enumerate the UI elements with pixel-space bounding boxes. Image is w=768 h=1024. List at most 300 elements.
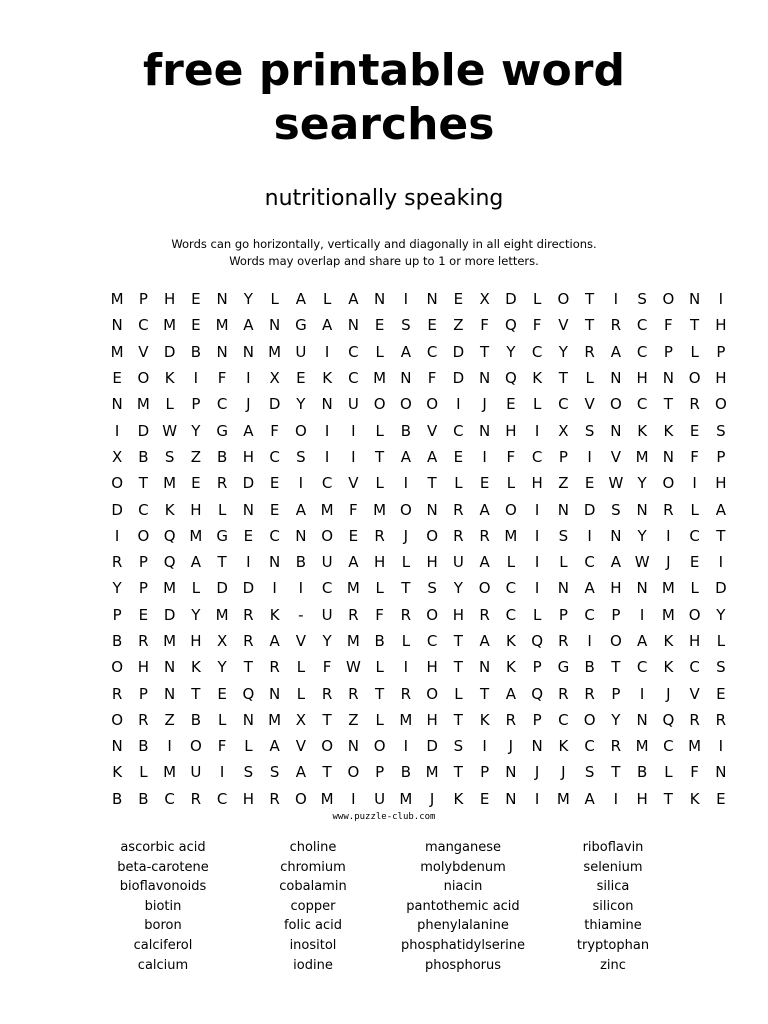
- grid-letter: Y: [296, 395, 306, 414]
- grid-letter: M: [399, 710, 413, 729]
- word-item: riboflavin: [582, 840, 644, 855]
- grid-letter: J: [429, 789, 435, 808]
- grid-letter: D: [452, 342, 465, 361]
- grid-letter: I: [351, 421, 356, 440]
- grid-letter: I: [403, 474, 409, 493]
- word-item: cobalamin: [279, 879, 347, 895]
- grid-letter: M: [635, 737, 649, 756]
- grid-letter: O: [321, 526, 334, 545]
- grid-letter: K: [663, 658, 674, 677]
- grid-letter: S: [401, 316, 411, 335]
- grid-letter: R: [348, 684, 359, 703]
- word-item: copper: [290, 898, 336, 914]
- grid-letter: H: [426, 658, 438, 677]
- grid-letter: O: [321, 737, 334, 756]
- grid-letter: H: [688, 632, 701, 650]
- grid-letter: X: [558, 421, 569, 440]
- grid-letter: O: [426, 684, 439, 703]
- grid-row: [104, 680, 726, 706]
- grid-letter: R: [243, 605, 254, 624]
- word-item: biotin: [144, 898, 182, 914]
- grid-letter: I: [403, 658, 409, 677]
- grid-letter: L: [585, 369, 594, 388]
- grid-letter: I: [587, 526, 592, 545]
- grid-letter: R: [663, 500, 674, 519]
- grid-letter: I: [587, 447, 592, 466]
- grid-letter: O: [609, 632, 622, 650]
- grid-letter: V: [295, 737, 306, 756]
- grid-letter: T: [453, 710, 463, 729]
- grid-letter: I: [666, 526, 671, 545]
- grid-letter: A: [321, 316, 333, 335]
- grid-letter: K: [164, 500, 175, 519]
- grid-letter: G: [216, 421, 228, 440]
- grid-letter: C: [321, 474, 333, 493]
- grid-letter: K: [505, 658, 516, 677]
- grid-letter: T: [375, 447, 385, 466]
- grid-letter: O: [688, 369, 701, 388]
- grid-letter: I: [482, 737, 487, 756]
- grid-letter: R: [505, 710, 517, 729]
- grid-row: [104, 312, 727, 338]
- grid-letter: D: [137, 421, 150, 440]
- word-item: phosphorus: [424, 957, 502, 973]
- grid-letter: -: [298, 605, 304, 624]
- title-line-2: searches: [273, 99, 495, 150]
- grid-letter: N: [689, 290, 701, 309]
- grid-letter: C: [164, 789, 175, 808]
- grid-letter: R: [269, 658, 280, 677]
- grid-letter: R: [243, 632, 254, 650]
- grid-letter: J: [534, 763, 540, 782]
- grid-row: [104, 470, 727, 496]
- grid-letter: O: [111, 474, 124, 493]
- grid-letter: X: [295, 710, 307, 729]
- grid-letter: H: [190, 632, 202, 650]
- grid-letter: K: [453, 789, 464, 808]
- grid-letter: L: [375, 342, 384, 361]
- grid-letter: N: [269, 684, 281, 703]
- grid-letter: I: [298, 579, 304, 598]
- grid-letter: P: [138, 553, 148, 572]
- grid-letter: L: [139, 763, 148, 782]
- word-item: calcium: [137, 957, 189, 973]
- grid-letter: N: [505, 789, 517, 808]
- grid-letter: T: [401, 579, 411, 598]
- grid-letter: V: [348, 474, 359, 493]
- grid-letter: R: [111, 684, 123, 703]
- grid-letter: K: [190, 658, 201, 677]
- grid-letter: O: [137, 526, 150, 545]
- grid-letter: W: [608, 474, 624, 493]
- grid-letter: E: [479, 474, 490, 493]
- grid-letter: D: [163, 342, 176, 361]
- grid-letter: S: [243, 763, 254, 782]
- grid-letter: Y: [637, 526, 647, 545]
- grid-row: [104, 602, 726, 628]
- grid-letter: L: [664, 763, 673, 782]
- grid-letter: R: [348, 605, 359, 624]
- grid-letter: W: [162, 421, 178, 440]
- grid-letter: V: [558, 316, 569, 335]
- word-item: manganese: [424, 840, 502, 855]
- grid-letter: C: [348, 342, 359, 361]
- grid-letter: O: [373, 395, 386, 414]
- grid-letter: M: [346, 579, 360, 598]
- grid-letter: L: [454, 684, 463, 703]
- grid-letter: M: [373, 500, 387, 519]
- grid-letter: N: [295, 526, 307, 545]
- grid-letter: T: [585, 316, 595, 335]
- grid-letter: I: [534, 526, 540, 545]
- grid-letter: D: [426, 737, 438, 756]
- grid-letter: A: [584, 789, 595, 808]
- grid-letter: D: [505, 290, 517, 309]
- instructions-line-2: Words may overlap and share up to 1 or more letters.: [229, 254, 539, 268]
- grid-letter: N: [662, 369, 674, 388]
- grid-letter: C: [689, 526, 700, 545]
- instructions: [0, 236, 768, 270]
- grid-letter: M: [110, 342, 124, 361]
- grid-letter: A: [243, 421, 254, 440]
- grid-letter: Y: [558, 342, 568, 361]
- grid-letter: N: [505, 763, 517, 782]
- grid-letter: O: [609, 395, 622, 414]
- grid-letter: N: [557, 500, 569, 519]
- grid-letter: B: [138, 447, 149, 466]
- grid-letter: Q: [504, 369, 517, 388]
- grid-letter: B: [111, 632, 123, 650]
- grid-letter: B: [374, 632, 385, 650]
- grid-letter: Y: [191, 605, 201, 624]
- grid-letter: O: [137, 369, 150, 388]
- grid-letter: U: [295, 342, 307, 361]
- grid-letter: N: [347, 316, 359, 335]
- page-title: [0, 44, 768, 152]
- grid-letter: C: [558, 710, 569, 729]
- grid-letter: T: [663, 395, 673, 414]
- grid-letter: M: [556, 789, 570, 808]
- letter-grid: [104, 286, 727, 812]
- grid-letter: A: [190, 553, 201, 572]
- grid-letter: E: [453, 290, 464, 309]
- grid-letter: I: [324, 447, 330, 466]
- grid-letter: G: [216, 526, 228, 545]
- grid-letter: L: [559, 553, 568, 572]
- grid-letter: K: [558, 737, 569, 756]
- grid-letter: V: [610, 447, 621, 466]
- grid-letter: M: [635, 447, 649, 466]
- grid-letter: N: [715, 763, 727, 782]
- grid-letter: K: [112, 763, 123, 782]
- grid-letter: H: [505, 421, 517, 440]
- grid-letter: M: [688, 737, 702, 756]
- puzzle-subtitle: nutritionally speaking: [264, 186, 504, 211]
- grid-row: [104, 707, 727, 733]
- grid-letter: B: [636, 763, 648, 782]
- grid-letter: V: [584, 395, 595, 414]
- grid-letter: J: [482, 395, 487, 414]
- grid-letter: T: [243, 658, 253, 677]
- grid-letter: H: [137, 658, 150, 677]
- grid-letter: O: [111, 710, 124, 729]
- grid-letter: I: [193, 369, 199, 388]
- grid-letter: E: [716, 789, 726, 808]
- word-column: [238, 838, 388, 975]
- grid-letter: C: [269, 526, 280, 545]
- word-column: [88, 838, 238, 975]
- grid-letter: F: [217, 737, 227, 756]
- grid-letter: A: [295, 290, 306, 309]
- grid-letter: C: [269, 447, 280, 466]
- word-item: folic acid: [283, 918, 342, 934]
- grid-letter: E: [191, 474, 201, 493]
- grid-letter: L: [532, 395, 542, 414]
- grid-letter: L: [191, 579, 201, 598]
- grid-letter: L: [322, 290, 332, 309]
- grid-letter: H: [636, 369, 648, 388]
- grid-letter: X: [269, 369, 280, 388]
- grid-letter: C: [584, 553, 595, 572]
- word-item: silicon: [592, 898, 634, 914]
- grid-letter: N: [216, 342, 228, 361]
- grid-letter: E: [269, 474, 280, 493]
- grid-letter: F: [480, 316, 489, 335]
- grid-letter: K: [164, 369, 175, 388]
- grid-letter: M: [215, 605, 229, 624]
- word-item: choline: [289, 840, 337, 855]
- grid-letter: A: [348, 290, 359, 309]
- grid-letter: H: [426, 553, 438, 572]
- grid-row: [104, 549, 724, 575]
- grid-letter: P: [191, 395, 201, 414]
- grid-letter: F: [506, 447, 516, 466]
- grid-letter: M: [399, 789, 413, 808]
- grid-letter: J: [666, 684, 671, 703]
- word-item: phenylalanine: [417, 918, 509, 934]
- grid-letter: T: [427, 474, 437, 493]
- grid-letter: I: [246, 369, 251, 388]
- grid-letter: I: [718, 553, 724, 572]
- grid-letter: T: [558, 369, 568, 388]
- grid-letter: O: [294, 421, 307, 440]
- grid-letter: A: [479, 553, 490, 572]
- grid-letter: M: [268, 710, 282, 729]
- grid-letter: F: [532, 316, 542, 335]
- grid-letter: A: [715, 500, 726, 519]
- grid-letter: K: [479, 710, 490, 729]
- grid-letter: H: [715, 474, 727, 493]
- grid-letter: I: [639, 684, 645, 703]
- grid-letter: W: [345, 658, 361, 677]
- grid-letter: H: [373, 553, 386, 572]
- grid-letter: L: [270, 290, 279, 309]
- grid-letter: M: [215, 316, 229, 335]
- grid-letter: A: [348, 553, 359, 572]
- grid-letter: O: [662, 290, 675, 309]
- grid-letter: C: [505, 579, 517, 598]
- grid-letter: I: [351, 447, 356, 466]
- grid-letter: C: [636, 316, 648, 335]
- grid-letter: J: [666, 553, 671, 572]
- grid-letter: N: [269, 316, 281, 335]
- grid-row: [104, 444, 726, 470]
- grid-letter: J: [561, 763, 566, 782]
- grid-letter: A: [269, 632, 280, 650]
- grid-letter: T: [322, 763, 332, 782]
- grid-letter: R: [689, 710, 700, 729]
- word-column: [538, 838, 688, 975]
- grid-letter: I: [692, 474, 697, 493]
- grid-letter: L: [296, 684, 306, 703]
- grid-letter: Q: [163, 526, 176, 545]
- grid-row: [104, 365, 727, 391]
- grid-letter: N: [400, 369, 412, 388]
- grid-letter: N: [216, 290, 228, 309]
- grid-letter: O: [189, 737, 202, 756]
- grid-letter: S: [427, 579, 437, 598]
- grid-letter: S: [164, 447, 175, 466]
- grid-letter: M: [163, 579, 177, 598]
- grid-letter: N: [242, 710, 254, 729]
- grid-letter: I: [403, 737, 409, 756]
- grid-letter: Q: [504, 316, 517, 335]
- grid-row: [104, 417, 726, 443]
- grid-letter: N: [242, 342, 254, 361]
- grid-letter: L: [532, 605, 542, 624]
- grid-letter: Q: [531, 632, 544, 650]
- grid-letter: F: [270, 421, 279, 440]
- grid-letter: O: [399, 500, 412, 519]
- grid-letter: N: [426, 500, 438, 519]
- grid-letter: E: [689, 553, 700, 572]
- grid-letter: O: [714, 395, 727, 414]
- grid-letter: E: [427, 316, 437, 335]
- grid-letter: F: [375, 605, 384, 624]
- word-item: niacin: [443, 879, 483, 895]
- grid-letter: K: [269, 605, 280, 624]
- grid-row: [104, 391, 727, 417]
- grid-letter: S: [637, 290, 647, 309]
- grid-letter: L: [165, 395, 174, 414]
- grid-letter: I: [613, 290, 619, 309]
- grid-letter: K: [663, 632, 674, 650]
- grid-letter: L: [690, 579, 699, 598]
- grid-letter: I: [403, 290, 409, 309]
- grid-letter: M: [425, 763, 439, 782]
- grid-letter: O: [294, 789, 307, 808]
- grid-letter: I: [324, 342, 330, 361]
- grid-letter: H: [452, 605, 465, 624]
- word-item: chromium: [280, 859, 346, 875]
- grid-letter: D: [216, 579, 228, 598]
- grid-letter: U: [452, 553, 464, 572]
- grid-letter: L: [375, 474, 384, 493]
- grid-letter: L: [375, 579, 384, 598]
- word-column: [388, 838, 538, 975]
- grid-letter: N: [610, 526, 622, 545]
- grid-letter: E: [479, 789, 490, 808]
- grid-letter: C: [453, 421, 464, 440]
- grid-letter: H: [531, 474, 543, 493]
- grid-letter: A: [295, 763, 306, 782]
- grid-letter: R: [216, 474, 228, 493]
- grid-letter: N: [269, 553, 281, 572]
- grid-letter: D: [242, 474, 255, 493]
- grid-letter: M: [163, 632, 177, 650]
- grid-letter: R: [479, 526, 490, 545]
- grid-letter: R: [453, 500, 464, 519]
- grid-letter: C: [558, 395, 569, 414]
- grid-letter: I: [718, 290, 724, 309]
- grid-letter: K: [689, 789, 700, 808]
- grid-row: [104, 575, 727, 601]
- grid-letter: R: [190, 789, 202, 808]
- grid-letter: R: [584, 342, 595, 361]
- grid-letter: C: [531, 342, 543, 361]
- grid-letter: N: [111, 316, 123, 335]
- grid-letter: I: [482, 447, 487, 466]
- grid-letter: U: [321, 605, 333, 624]
- word-item: selenium: [583, 859, 643, 875]
- grid-letter: O: [373, 737, 386, 756]
- grid-letter: M: [504, 526, 518, 545]
- grid-letter: H: [242, 789, 255, 808]
- grid-letter: I: [167, 737, 172, 756]
- grid-letter: F: [322, 658, 332, 677]
- grid-letter: R: [479, 605, 490, 624]
- grid-letter: Y: [611, 710, 621, 729]
- grid-letter: T: [585, 290, 595, 309]
- grid-letter: C: [584, 605, 595, 624]
- grid-letter: C: [689, 658, 700, 677]
- grid-letter: R: [400, 605, 412, 624]
- grid-letter: R: [715, 710, 727, 729]
- grid-letter: N: [662, 447, 674, 466]
- grid-letter: O: [504, 500, 517, 519]
- grid-letter: C: [636, 658, 648, 677]
- grid-letter: B: [584, 658, 595, 677]
- grid-letter: P: [716, 342, 726, 361]
- grid-letter: I: [534, 553, 540, 572]
- grid-letter: K: [663, 421, 674, 440]
- grid-letter: J: [246, 395, 251, 414]
- grid-letter: O: [426, 605, 439, 624]
- grid-letter: Z: [558, 474, 569, 493]
- grid-row: [104, 523, 726, 549]
- grid-letter: P: [138, 684, 148, 703]
- grid-letter: E: [716, 684, 726, 703]
- grid-letter: I: [613, 789, 619, 808]
- grid-letter: U: [321, 553, 333, 572]
- grid-letter: F: [690, 763, 699, 782]
- grid-letter: N: [636, 579, 648, 598]
- title-line-1: free printable word: [143, 45, 625, 96]
- word-item: boron: [144, 918, 182, 934]
- grid-letter: K: [322, 369, 333, 388]
- grid-letter: L: [244, 737, 253, 756]
- grid-letter: E: [453, 447, 464, 466]
- grid-row: [104, 786, 726, 812]
- grid-letter: N: [111, 395, 123, 414]
- grid-letter: C: [216, 789, 228, 808]
- grid-letter: H: [190, 500, 202, 519]
- grid-letter: M: [163, 763, 177, 782]
- grid-letter: E: [191, 290, 201, 309]
- grid-letter: S: [584, 421, 595, 440]
- grid-letter: M: [320, 789, 334, 808]
- grid-letter: N: [610, 369, 622, 388]
